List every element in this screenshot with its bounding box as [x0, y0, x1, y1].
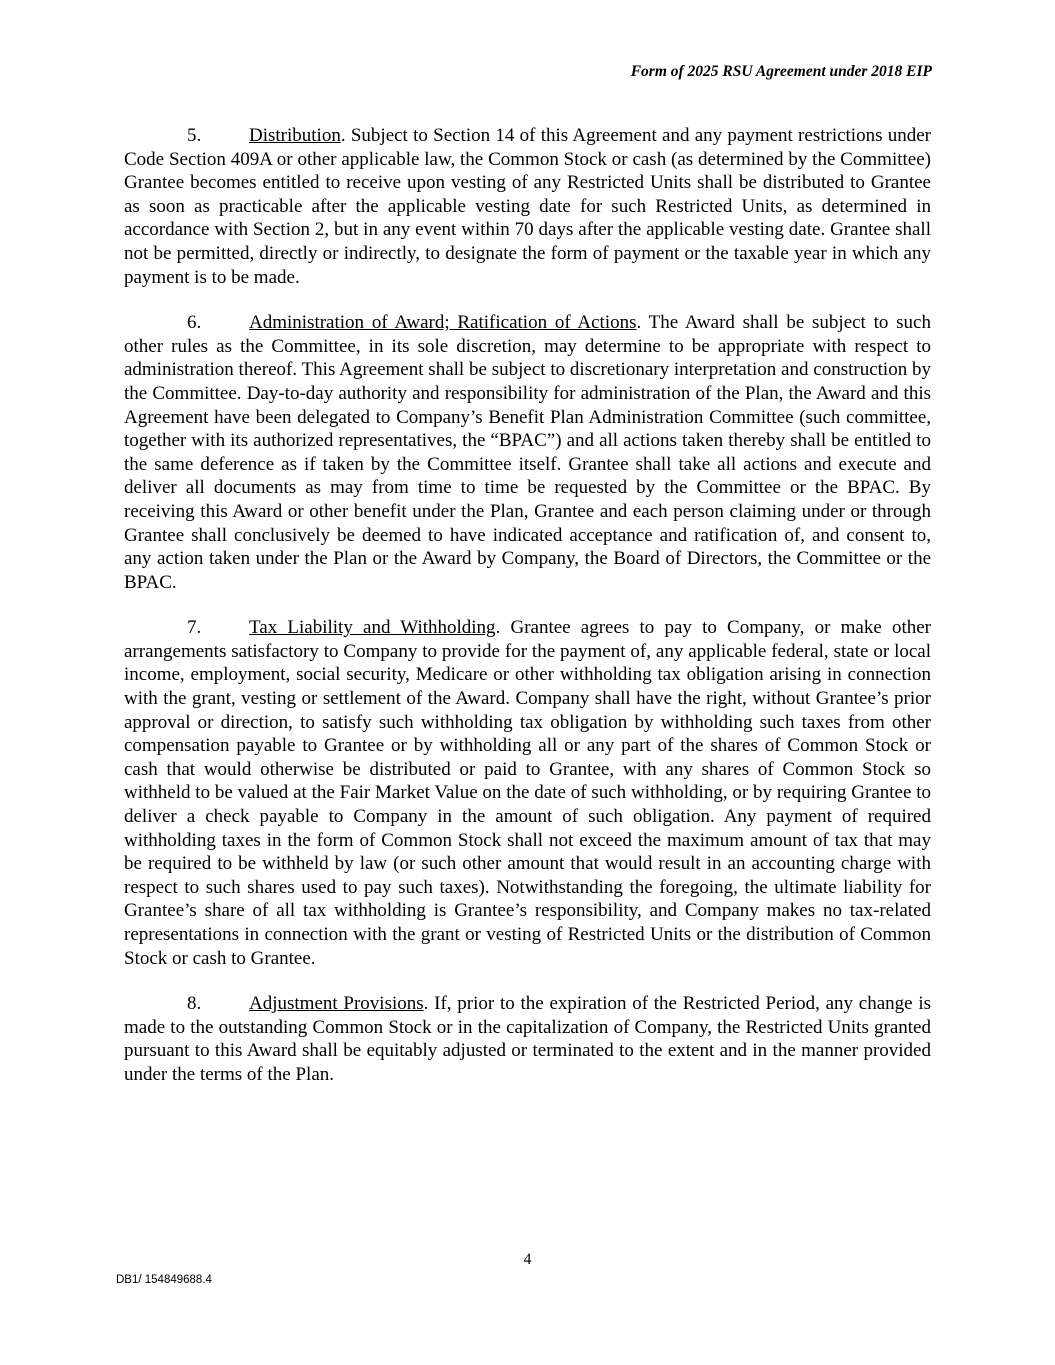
section-text: . Subject to Section 14 of this Agreement and any payment restrictions under Code Section 409A or other applicable law, the Common Stock or cash (as determined by the Committee) Grantee becomes entitled to receive upon vesting of any Restricted Units shall be distributed to Grantee as soon as practicable after the applicable vesting date for such Restricted Units, as determined in accordance with Section 2, but in any event within 70 days after the applicable vesting date. Grantee shall not be permitted, directly or indirectly, to designate the form of payment or the taxable year in which any payment is to be made. — [124, 125, 931, 288]
document-body — [124, 124, 931, 1109]
section-number: 7. — [187, 617, 202, 639]
section-number: 6. — [187, 312, 202, 334]
section-text: . Grantee agrees to pay to Company, or make other arrangements satisfactory to Company to provide for the payment of, any applicable federal, state or local income, employment, social security, Medicare or other withholding tax obligation arising in connection with the grant, vesting or settlement of the Award. Company shall have the right, without Grantee’s prior approval or direction, to satisfy such withholding tax obligation by withholding such taxes from other compensation payable to Grantee or by withholding all or any part of the shares of Common Stock or cash that would otherwise be distributed or paid to Grantee, with any shares of Common Stock so withheld to be valued at the Fair Market Value on the date of such withholding, or by requiring Grantee to deliver a check payable to Company in the amount of such obligation. Any payment of required withholding taxes in the form of Common Stock shall not exceed the maximum amount of tax that may be required to be withheld by law (or such other amount that would result in an accounting charge with respect to such shares used to pay such taxes). Notwithstanding the foregoing, the ultimate liability for Grantee’s share of all tax withholding is Grantee’s responsibility, and Company makes no tax-related representations in connection with the grant or vesting of Restricted Units or the distribution of Common Stock or cash to Grantee. — [124, 617, 931, 969]
section-text: . The Award shall be subject to such other rules as the Committee, in its sole discretion, may determine to be appropriate with respect to administration thereof. This Agreement shall be subject to discretionary interpretation and construction by the Committee. Day-to-day authority and responsibility for administration of the Plan, the Award and this Agreement have been delegated to Company’s Benefit Plan Administration Committee (such committee, together with its authorized representatives, the “BPAC”) and all actions taken thereby shall be entitled to the same deference as if taken by the Committee itself. Grantee shall take all actions and execute and deliver all documents as may from time to time be requested by the Committee or the BPAC. By receiving this Award or other benefit under the Plan, Grantee and each person claiming under or through Grantee shall conclusively be deemed to have indicated acceptance and ratification of, and consent to, any action taken under the Plan or the Award by Company, the Board of Directors, the Committee or the BPAC. — [124, 312, 931, 593]
section-number: 5. — [187, 125, 202, 146]
section-number: 8. — [187, 993, 202, 1015]
section-tax-liability — [124, 616, 931, 970]
section-heading: Adjustment Provisions — [249, 993, 424, 1015]
section-heading: Administration of Award; Ratification of Actions — [249, 312, 637, 334]
document-id: DB1/ 154849688.4 — [116, 1274, 212, 1286]
document-header-title: Form of 2025 RSU Agreement under 2018 EIP — [630, 63, 932, 80]
section-distribution — [124, 124, 931, 289]
page-number: 4 — [523, 1251, 532, 1268]
section-administration — [124, 311, 931, 594]
section-text: . If, prior to the expiration of the Restricted Period, any change is made to the outstanding Common Stock or in the capitalization of Company, the Restricted Units granted pursuant to this Award shall be equitably adjusted or terminated to the extent and in the manner provided under the terms of the Plan. — [124, 993, 931, 1085]
section-heading: Tax Liability and Withholding — [249, 617, 496, 639]
section-adjustment — [124, 992, 931, 1086]
section-heading: Distribution — [249, 125, 341, 146]
